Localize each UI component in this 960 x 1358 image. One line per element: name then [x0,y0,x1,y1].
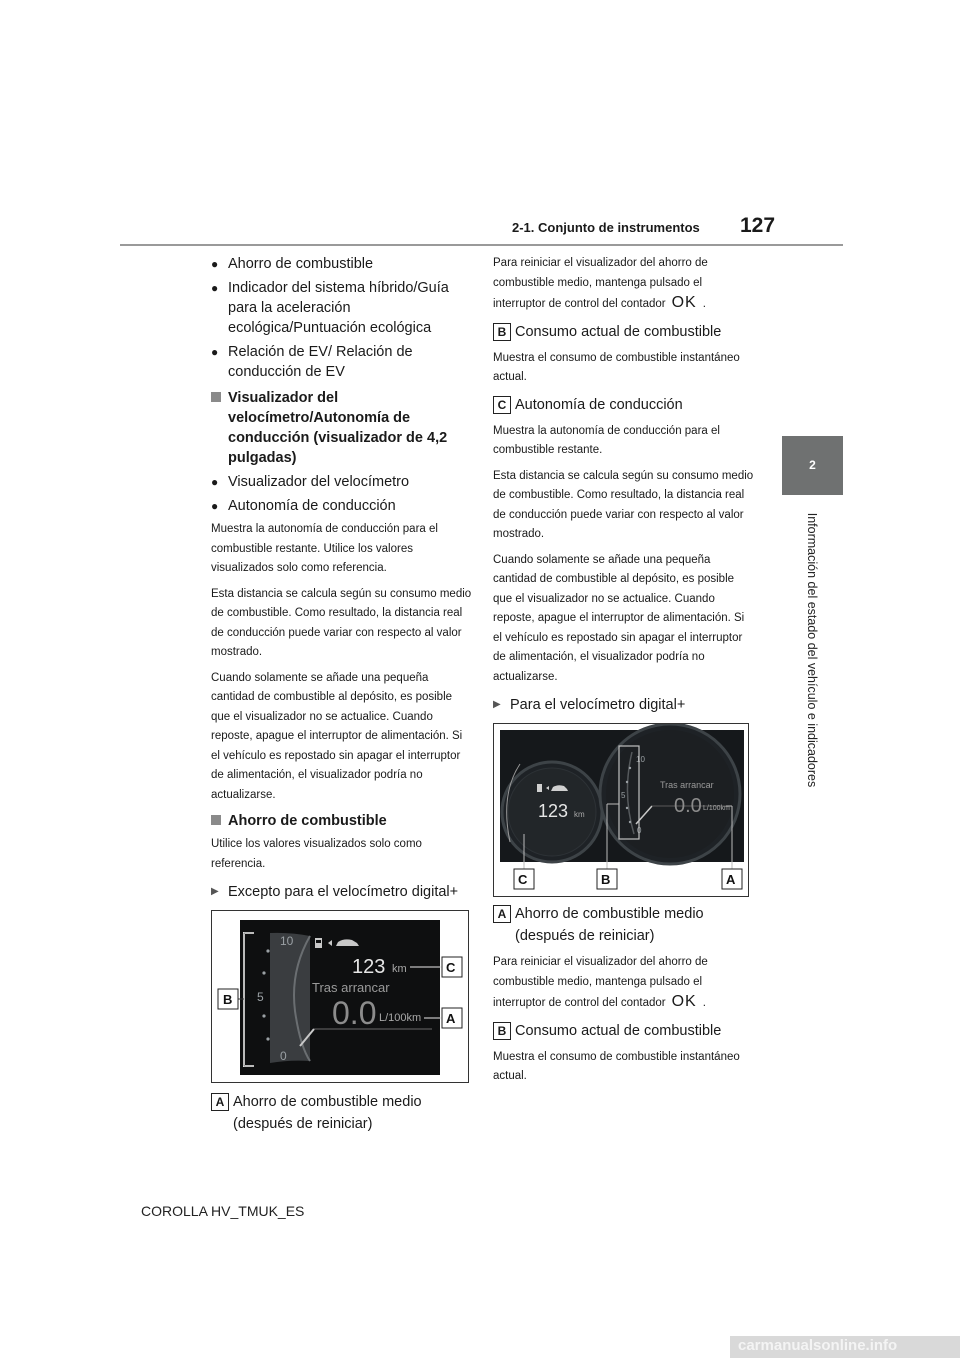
section-heading-text: Visualizador del velocímetro/Autonomía de conducción (visualizador de 4,2 pulgadas) [228,390,448,466]
section-heading [211,811,473,831]
reset-text: Para reiniciar el visualizador del ahorro de combustible medio, mantenga pulsado el interruptor de control del contador [493,257,708,310]
average-value: 0.0 [674,795,702,817]
chapter-side-title-text: Información del estado del vehículo e indicadores [805,512,819,788]
reset-text: Para reiniciar el visualizador del ahorro de combustible medio, mantenga pulsado el interruptor de control del contador [493,956,708,1009]
reset-instruction [493,254,755,315]
bullet-item [211,342,473,382]
callout-a: A [726,872,736,887]
footer-model: COROLLA HV_TMUK_ES [141,1203,305,1219]
label-letter: B [493,1022,511,1040]
left-column [211,254,473,1141]
callout-b: B [601,872,611,887]
bullet-text: Ahorro de combustible [228,256,374,272]
watermark [730,1336,960,1358]
sub-heading-text: Para el velocímetro digital+ [510,697,686,713]
average-unit: L/100km [379,1012,422,1024]
bullet-dot-icon: ● [211,345,219,359]
section-heading [211,388,473,468]
bullet-item [211,496,473,516]
sub-heading [211,882,473,902]
bullet-text: Relación de EV/ Relación de conducción de EV [228,344,413,380]
scale-label: 0 [280,1049,287,1063]
bullet-dot-icon: ● [211,499,219,513]
triangle-bullet-icon: ▶ [493,699,501,710]
fuel-pump-icon [537,784,542,792]
figure-label-a [493,903,755,947]
scale-label: 0 [637,826,642,835]
right-column [493,254,755,1093]
page-number: 127 [740,214,776,237]
body-paragraph: Esta distancia se calcula según su consumo medio de combustible. Como resultado, la distancia real de conducción puede variar con respecto al valor mostrado. [211,587,472,658]
average-unit: L/100km [703,805,730,812]
range-value: 123 [538,801,569,821]
label-letter: A [493,905,511,923]
label-text: Ahorro de combustible medio (después de reiniciar) [233,1094,422,1132]
range-unit: km [574,810,585,819]
figure-meter-standard [211,910,469,1083]
reset-instruction [493,953,755,1014]
bullet-text: Autonomía de conducción [228,498,396,514]
label-text: Consumo actual de combustible [515,323,722,340]
label-b [493,1020,755,1042]
header-section-title: 2-1. Conjunto de instrumentos [512,220,700,235]
watermark-text: carmanualsonline.info [738,1337,898,1354]
scale-label: 10 [636,755,645,764]
body-paragraph: Cuando solamente se añade una pequeña cantidad de combustible al depósito, es posible que el visualizador no se actualice. Cuando reposte, apague el interruptor de alimentación. Si el vehículo es repostado sin apagar el interruptor de alimentación, el visualizador podría no actualizarse. [211,671,463,801]
bullet-dot-icon: ● [211,475,219,489]
figure-label-a [211,1091,473,1135]
average-value: 0.0 [332,995,377,1031]
range-value: 123 [352,956,386,978]
bullet-item [211,472,473,492]
bullet-text: Indicador del sistema híbrido/Guía para la aceleración ecológica/Puntuación ecológica [228,280,449,336]
since-start-label: Tras arrancar [312,980,390,995]
ok-switch-icon: OK [671,294,697,311]
body-paragraph: Muestra el consumo de combustible instantáneo actual. [493,1050,740,1082]
meter-illustration [212,911,470,1084]
square-bullet-icon [211,388,228,468]
body-paragraph: Muestra la autonomía de conducción para el combustible restante. [493,424,720,456]
label-letter: C [493,396,511,414]
triangle-bullet-icon: ▶ [211,886,219,897]
sub-heading [493,695,755,715]
scale-label: 5 [621,791,626,800]
fuel-pump-icon [315,938,322,948]
bullet-item [211,278,473,338]
bullet-item [211,254,473,274]
body-paragraph: Muestra el consumo de combustible instantáneo actual. [493,351,740,383]
callout-c: C [446,960,456,975]
label-text: Consumo actual de combustible [515,1022,722,1039]
chapter-tab: 2 [782,436,843,495]
label-letter: A [211,1093,229,1111]
callout-c: C [518,872,528,887]
square-bullet-icon [211,811,228,831]
sub-heading-text: Excepto para el velocímetro digital+ [228,884,459,900]
bullet-dot-icon: ● [211,281,219,295]
label-text: Ahorro de combustible medio (después de reiniciar) [515,906,704,944]
reset-text-end: . [702,298,706,310]
bullet-dot-icon: ● [211,257,219,271]
bullet-text: Visualizador del velocímetro [228,474,410,490]
figure-meter-digital-plus [493,723,749,897]
body-paragraph: Esta distancia se calcula según su consumo medio de combustible. Como resultado, la distancia real de conducción puede variar con respecto al valor mostrado. [493,469,754,540]
callout-b: B [223,992,233,1007]
reset-text-end: . [702,997,706,1009]
label-letter: B [493,323,511,341]
header-rule [120,244,843,246]
body-paragraph: Utilice los valores visualizados solo como referencia. [211,838,422,870]
since-start-label: Tras arrancar [660,780,714,790]
scale-label: 5 [257,990,264,1004]
label-b [493,321,755,343]
meter-illustration [494,724,750,898]
chapter-side-title [802,500,822,800]
body-paragraph: Cuando solamente se añade una pequeña cantidad de combustible al depósito, es posible que el visualizador no se actualice. Cuando reposte, apague el interruptor de alimentación. Si el vehículo es repostado sin apagar el interruptor de alimentación, el visualizador podría no actualizarse. [493,553,745,683]
ok-switch-icon: OK [671,993,697,1010]
callout-a: A [446,1011,456,1026]
label-c [493,394,755,416]
label-text: Autonomía de conducción [515,396,683,413]
range-unit: km [392,963,407,975]
section-heading-text: Ahorro de combustible [228,813,387,829]
scale-label: 10 [280,934,294,948]
body-paragraph: Muestra la autonomía de conducción para el combustible restante. Utilice los valores visualizados solo como referencia. [211,523,438,574]
